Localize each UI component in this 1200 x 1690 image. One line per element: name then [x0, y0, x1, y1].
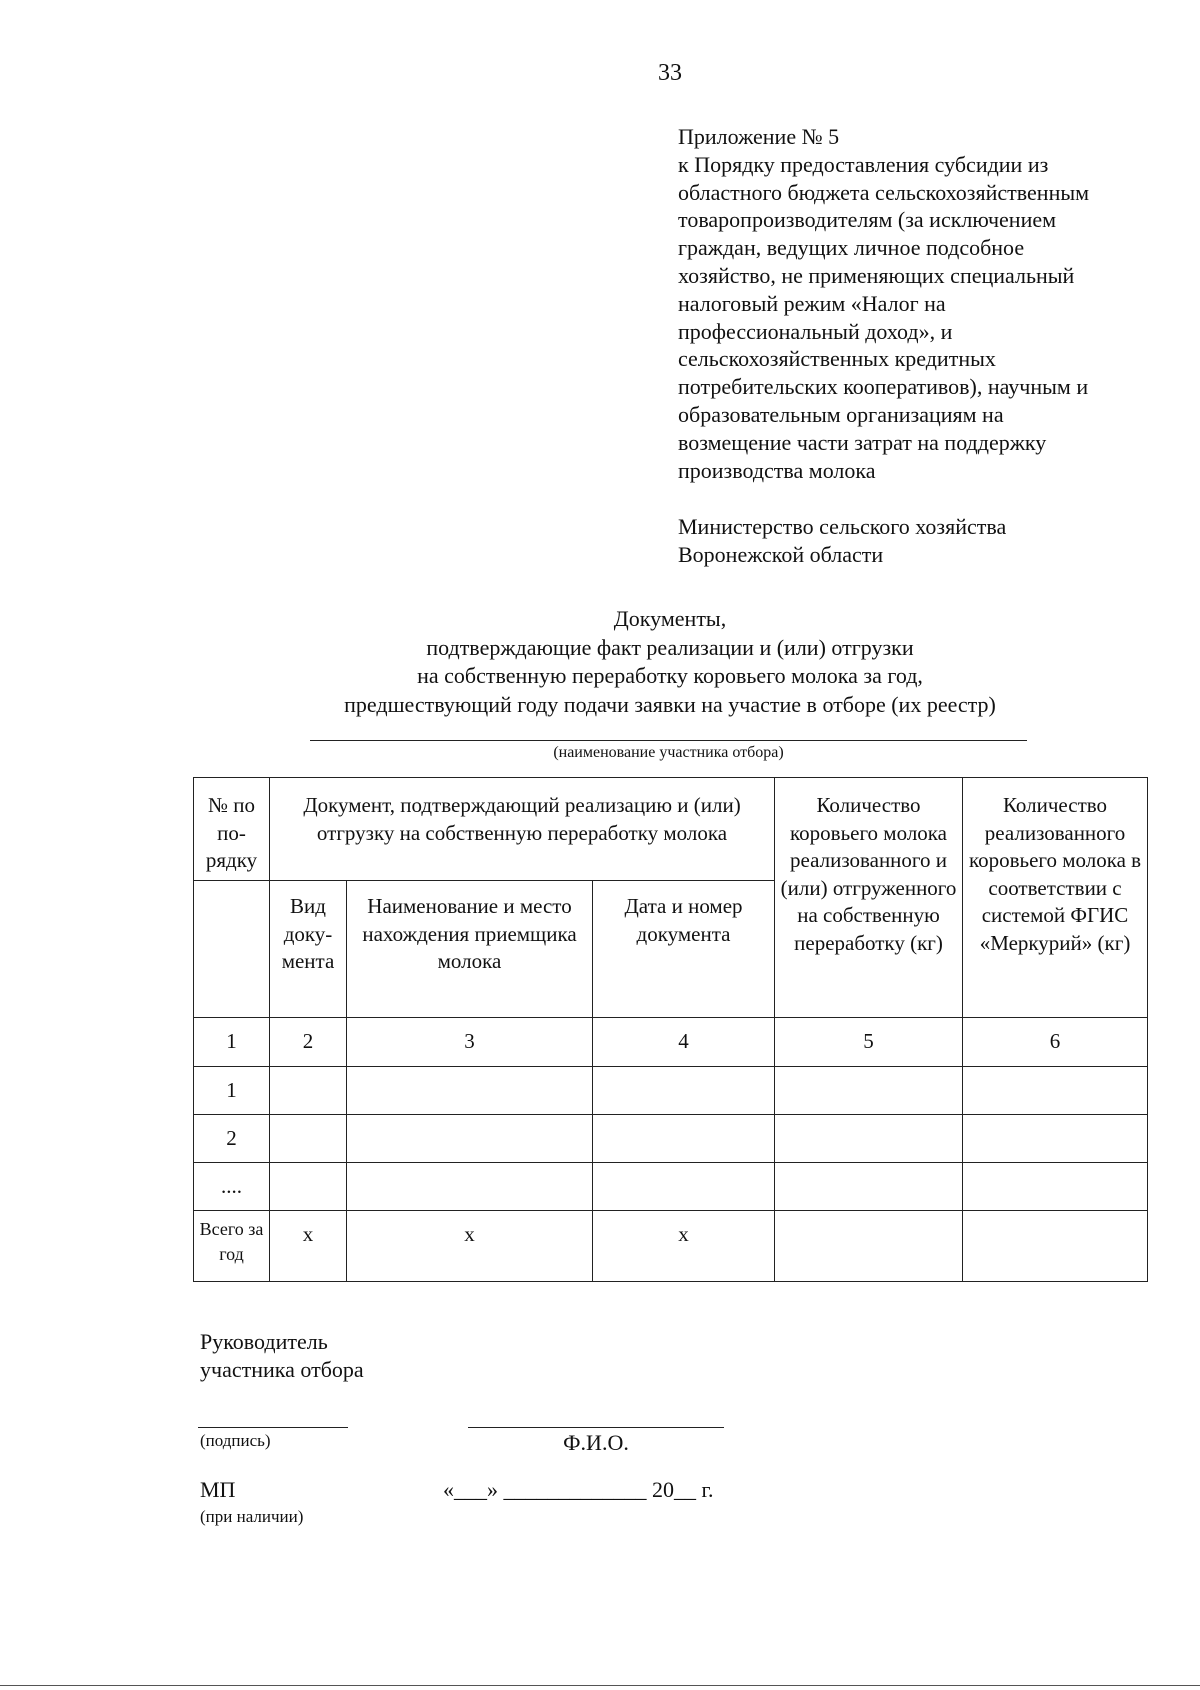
total-cell-quantity-shipped	[775, 1211, 963, 1282]
table-cell	[270, 1067, 347, 1115]
table-cell	[347, 1163, 593, 1211]
header-quantity-mercury: Количество реализованного коровьего молока в соответствии с системой ФГИС «Меркурий» (кг)	[963, 778, 1148, 1018]
column-number: 6	[963, 1018, 1148, 1067]
table-cell	[963, 1163, 1148, 1211]
header-receiver-name: Наименование и место нахождения приемщика молока	[347, 881, 593, 1018]
title-line: на собственную переработку коровьего молока за год,	[417, 663, 923, 688]
appendix-line: потребительских кооперативов), научным и	[678, 374, 1089, 400]
table-cell	[593, 1067, 775, 1115]
fio-line	[468, 1427, 724, 1428]
column-number: 4	[593, 1018, 775, 1067]
fio-caption: Ф.И.О.	[563, 1430, 629, 1455]
table-cell	[347, 1115, 593, 1163]
page-bottom-rule	[0, 1685, 1200, 1686]
appendix-header	[678, 123, 1178, 484]
seal-note: (при наличии)	[200, 1507, 304, 1526]
signatory-title	[200, 1328, 364, 1384]
ministry-line: Воронежской области	[678, 541, 884, 567]
appendix-line: сельскохозяйственных кредитных	[678, 346, 996, 372]
participant-name-line	[310, 740, 1027, 741]
header-document-group: Документ, подтверждающий реализацию и (или) отгрузку на собственную переработку молока	[270, 778, 775, 881]
table-cell	[775, 1067, 963, 1115]
signatory-line: участника отбора	[200, 1357, 364, 1382]
title-line: предшествующий году подачи заявки на участие в отборе (их реестр)	[344, 691, 996, 717]
total-label: Всего за год	[194, 1211, 270, 1282]
table-row	[194, 1163, 1148, 1211]
column-number: 5	[775, 1018, 963, 1067]
total-cell-col2: х	[270, 1211, 347, 1282]
appendix-line: товаропроизводителям (за исключением	[678, 207, 1057, 233]
column-numbers-row	[194, 1018, 1148, 1067]
header-empty-cell	[194, 881, 270, 1018]
seal-label: МП	[200, 1477, 236, 1502]
table-cell	[347, 1067, 593, 1115]
table-cell	[775, 1163, 963, 1211]
signature-line	[198, 1427, 348, 1428]
appendix-line: налоговый режим «Налог на	[678, 290, 946, 316]
header-document-date-number: Дата и номер документа	[593, 881, 775, 1018]
appendix-line: хозяйство, не применяющих специальный	[678, 262, 1075, 288]
title-line: Документы,	[613, 606, 727, 631]
row-number: ....	[194, 1163, 270, 1211]
table-header-row	[194, 778, 1148, 881]
column-number: 3	[347, 1018, 593, 1067]
ministry-addressee	[678, 513, 1006, 569]
table-cell	[270, 1115, 347, 1163]
appendix-line: к Порядку предоставления субсидии из	[678, 151, 1049, 177]
header-row-number: № по по- рядку	[194, 778, 270, 881]
appendix-line: областного бюджета сельскохозяйственным	[678, 179, 1090, 205]
header-quantity-shipped: Количество коровьего молока реализованного и (или) отгруженного на собственную переработку (кг)	[775, 778, 963, 1018]
table-row	[194, 1067, 1148, 1115]
table-cell	[593, 1115, 775, 1163]
appendix-line: образовательным организациям на	[678, 401, 1004, 427]
signatory-line: Руководитель	[200, 1329, 328, 1354]
signature-caption: (подпись)	[200, 1431, 271, 1450]
page-number: 33	[658, 60, 682, 86]
documents-register-table	[193, 777, 1148, 1282]
table-cell	[963, 1115, 1148, 1163]
row-number: 2	[194, 1115, 270, 1163]
participant-name-caption: (наименование участника отбора)	[553, 744, 784, 761]
appendix-line: возмещение части затрат на поддержку	[678, 429, 1047, 455]
date-field: «___» _____________ 20__ г.	[443, 1477, 714, 1502]
total-cell-col4: х	[593, 1211, 775, 1282]
appendix-line: Приложение № 5	[678, 124, 840, 149]
total-row	[194, 1211, 1148, 1282]
table-row	[194, 1115, 1148, 1163]
title-line: подтверждающие факт реализации и (или) отгрузки	[426, 634, 914, 660]
column-number: 2	[270, 1018, 347, 1067]
ministry-line: Министерство сельского хозяйства	[678, 514, 1007, 539]
table-cell	[963, 1067, 1148, 1115]
appendix-line: профессиональный доход», и	[678, 318, 953, 344]
document-title	[250, 605, 1090, 719]
appendix-line: граждан, ведущих личное подсобное	[678, 235, 1025, 261]
appendix-line: производства молока	[678, 457, 876, 483]
header-document-type: Вид доку- мента	[270, 881, 347, 1018]
table-cell	[270, 1163, 347, 1211]
column-number: 1	[194, 1018, 270, 1067]
table-cell	[593, 1163, 775, 1211]
total-cell-quantity-mercury	[963, 1211, 1148, 1282]
row-number: 1	[194, 1067, 270, 1115]
total-cell-col3: х	[347, 1211, 593, 1282]
table-cell	[775, 1115, 963, 1163]
